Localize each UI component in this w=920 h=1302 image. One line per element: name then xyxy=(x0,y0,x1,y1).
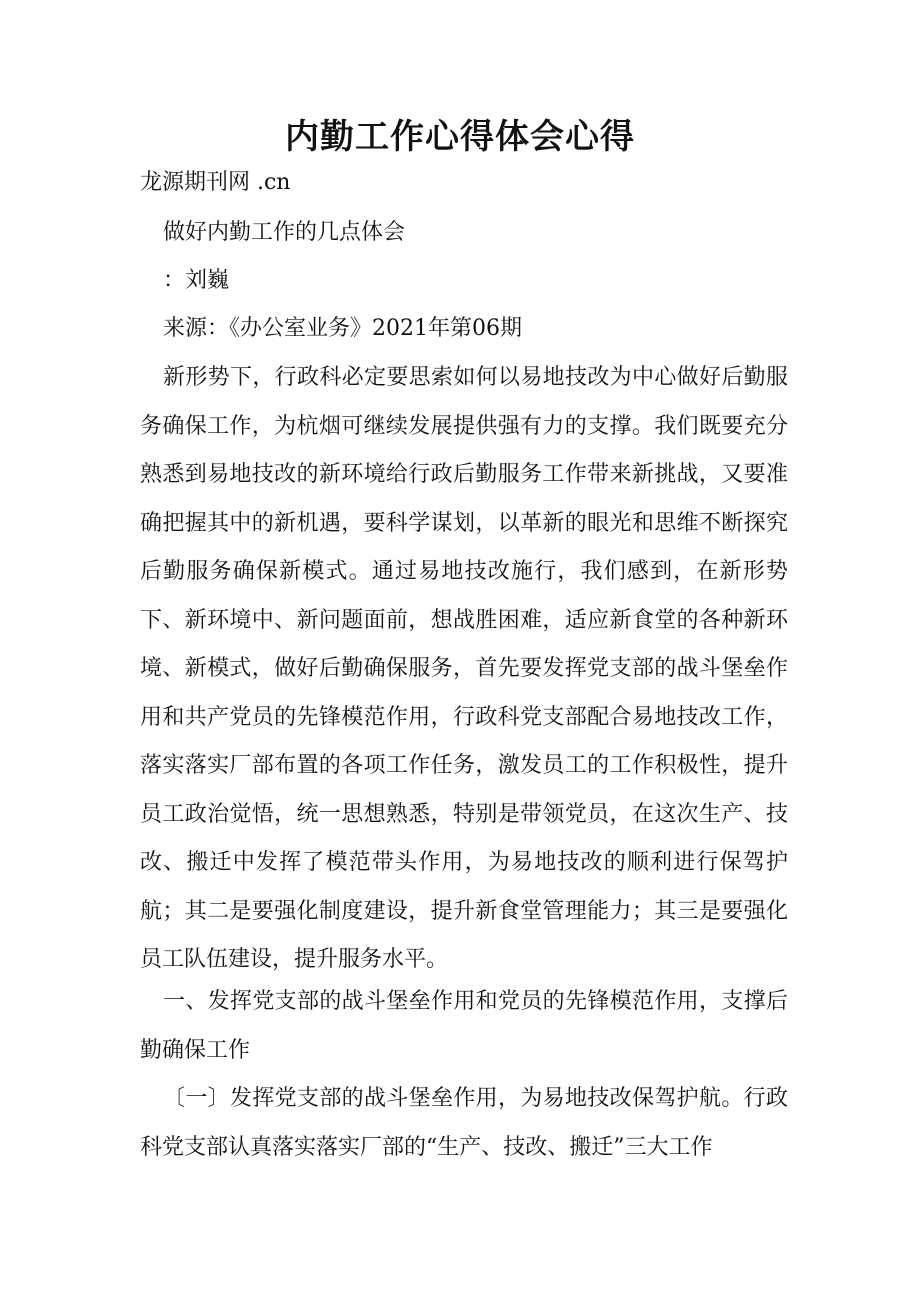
origin-line: 来源：《办公室业务》2021年第06期 xyxy=(163,316,522,341)
author-line: ：刘巍 xyxy=(163,268,230,293)
source-site: 龙源期刊网 .cn xyxy=(140,170,291,195)
body-paragraph: 新形势下，行政科必定要思索如何以易地技改为中心做好后勤服务确保工作，为杭烟可继续发展提供强有力的支撑。我们既要充分熟悉到易地技改的新环境给行政后勤服务工作带来新挑战，又要准确把握其中的新机遇，要科学谋划，以革新的眼光和思维不断探究后勤服务确保新模式。通过易地技改施行，我们感到，在新形势下、新环境中、新问题面前，想战胜困难，适应新食堂的各种新环境、新模式，做好后勤确保服务，首先要发挥党支部的战斗堡垒作用和共产党员的先锋模范作用，行政科党支部配合易地技改工作，落实落实厂部布置的各项工作任务，激发员工的工作积极性，提升员工政治觉悟，统一思想熟悉，特别是带领党员，在这次生产、技改、搬迁中发挥了模范带头作用，为易地技改的顺利进行保驾护航；其二是要强化制度建设，提升新食堂管理能力；其三是要强化员工队伍建设，提升服务水平。 xyxy=(140,365,788,972)
article-subtitle: 做好内勤工作的几点体会 xyxy=(163,220,406,245)
document-title: 内勤工作心得体会心得 xyxy=(285,117,635,157)
body-paragraph: 〔一〕发挥党支部的战斗堡垒作用，为易地技改保驾护航。行政科党支部认真落实落实厂部的“生产、技改、搬迁”三大工作 xyxy=(140,1086,788,1160)
section-heading: 一、发挥党支部的战斗堡垒作用和党员的先锋模范作用，支撑后勤确保工作 xyxy=(140,989,788,1063)
